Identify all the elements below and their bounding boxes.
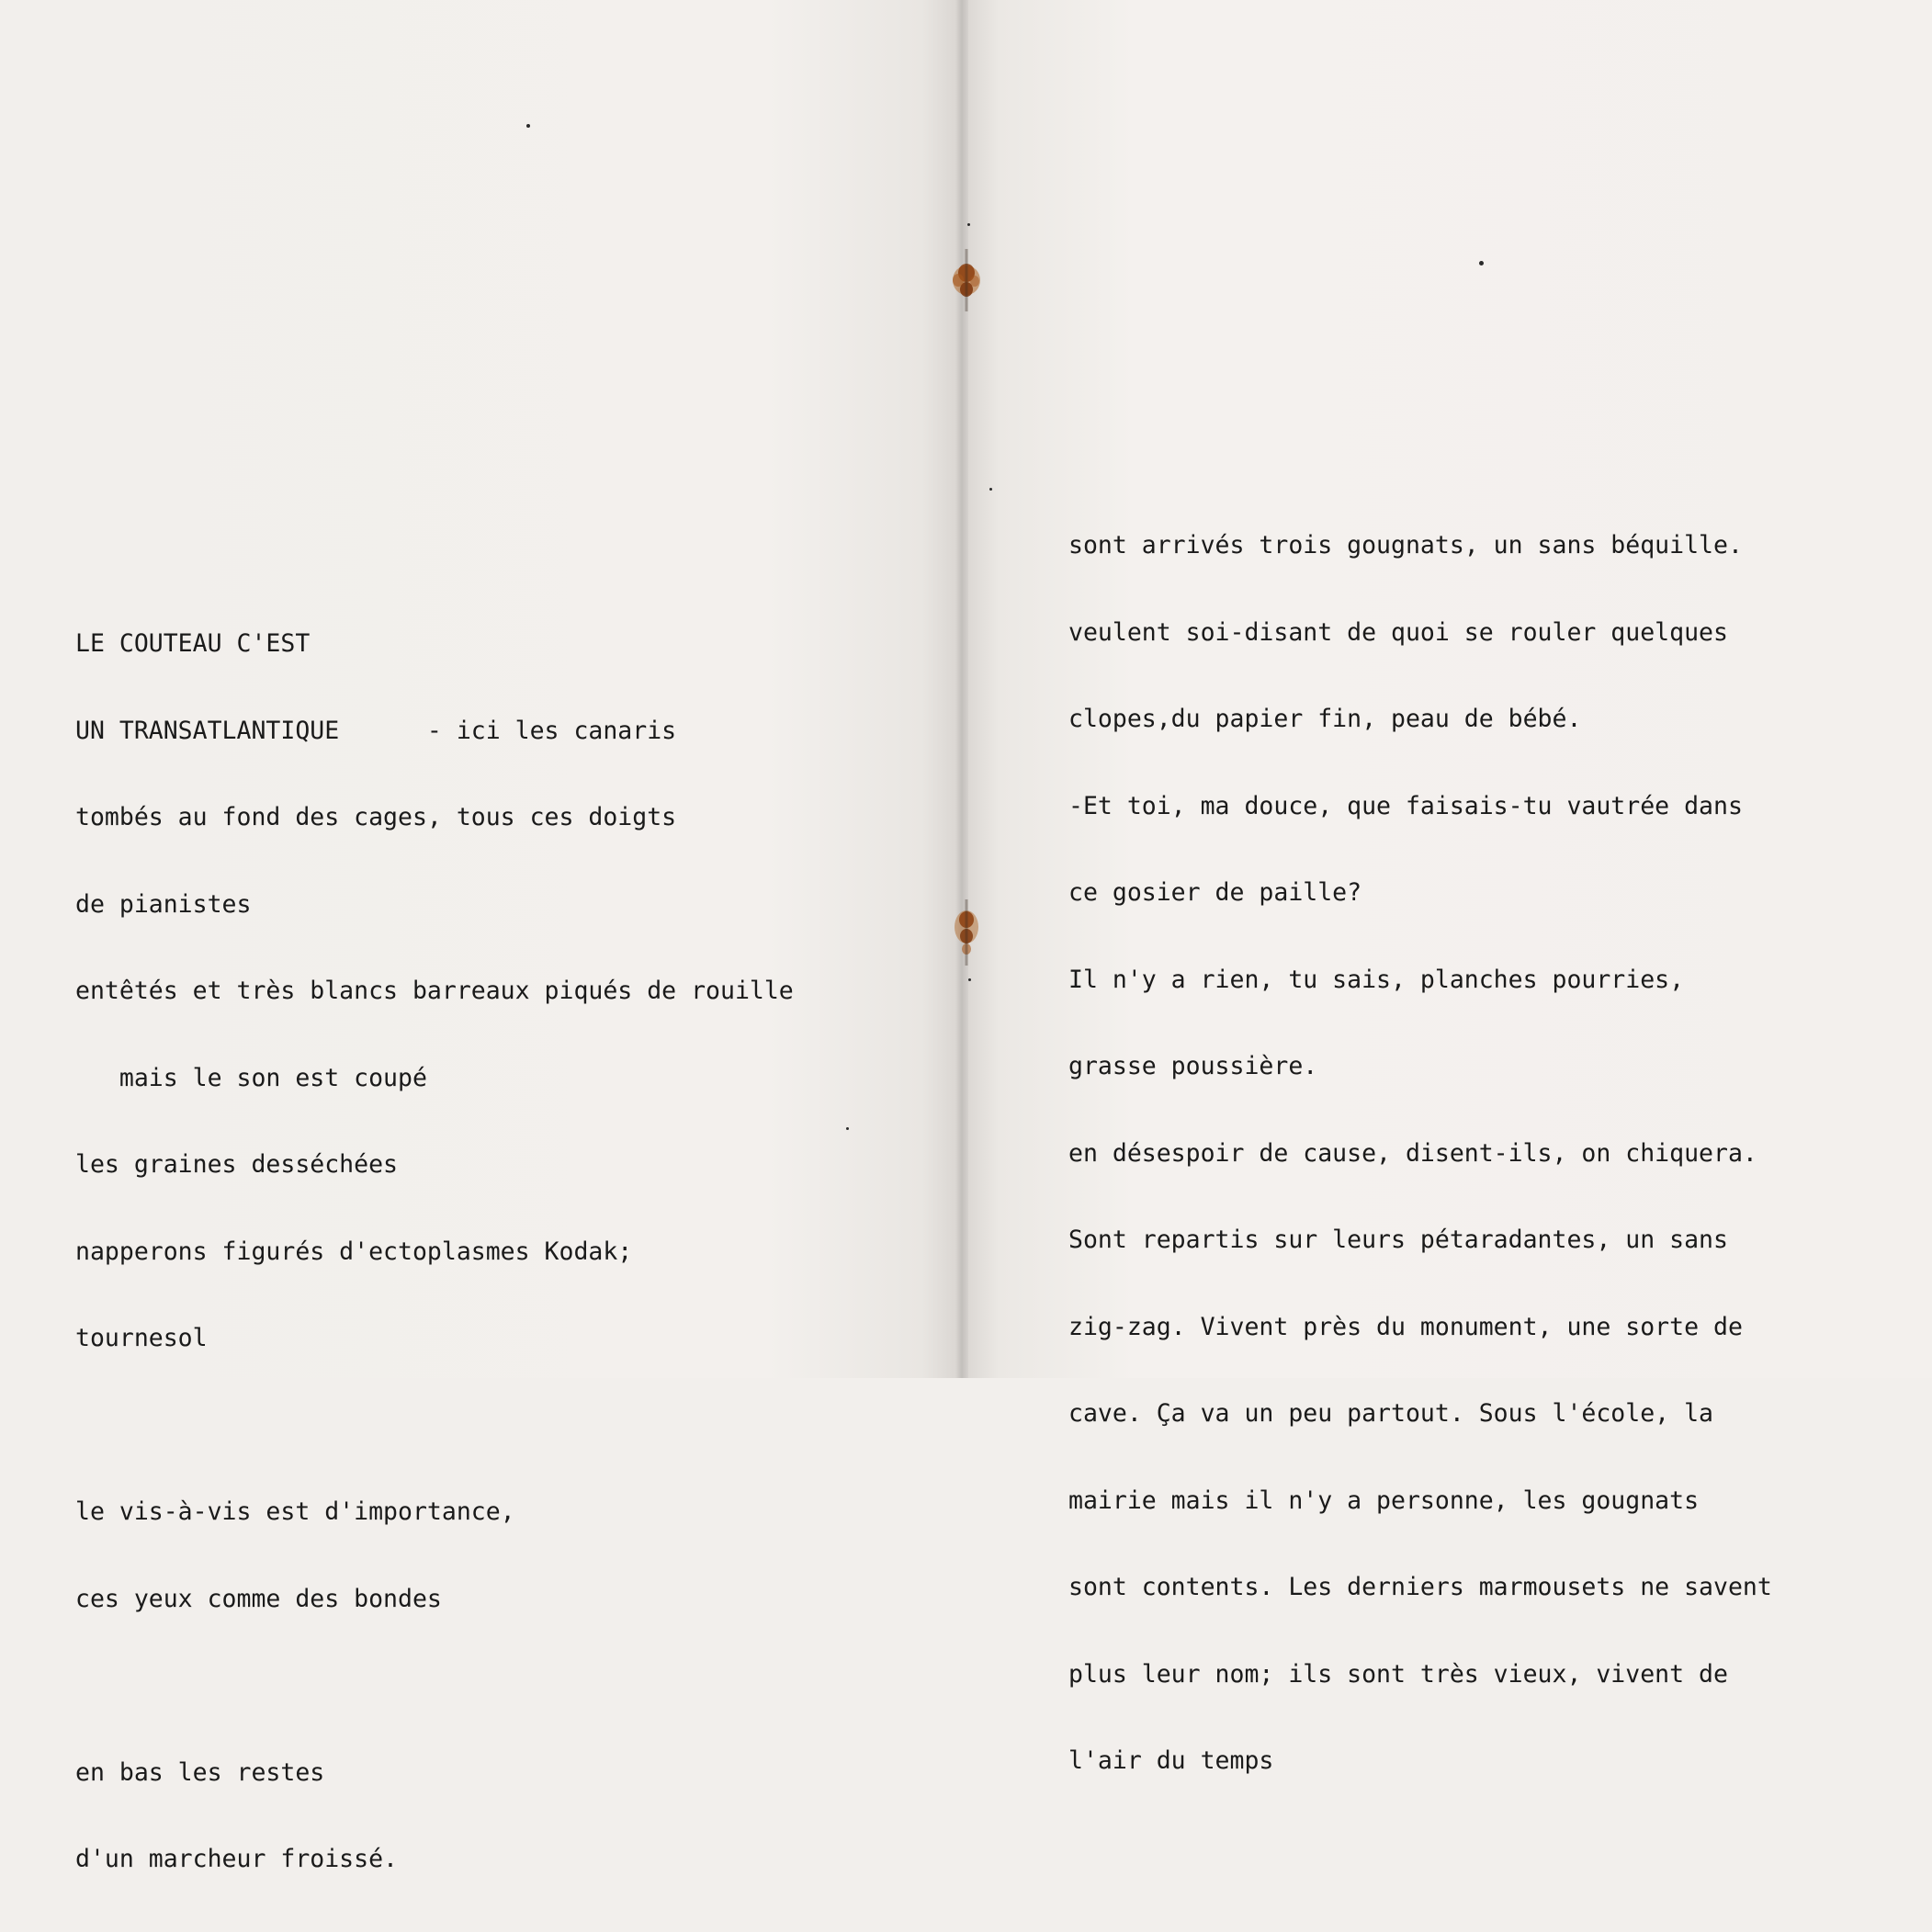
prose-line: grasse poussière. <box>1068 1052 1318 1080</box>
poem-line: LE COUTEAU C'EST <box>75 629 311 658</box>
prose-line: clopes,du papier fin, peau de bébé. <box>1068 705 1582 733</box>
poem-line: en bas les restes <box>75 1757 325 1787</box>
paper-speck <box>967 223 970 226</box>
binding-gutter <box>955 0 968 1378</box>
poem-line: les graines desséchées <box>75 1150 398 1179</box>
poem-line: le vis-à-vis est d'importance, <box>75 1497 515 1526</box>
prose-line: l'air du temps <box>1068 1746 1274 1775</box>
prose-line: cave. Ça va un peu partout. Sous l'école, la <box>1068 1399 1713 1428</box>
right-page-prose <box>1068 473 1772 1834</box>
paper-speck <box>968 978 971 981</box>
stanza-break <box>75 1411 794 1441</box>
prose-line: mairie mais il n'y a personne, les gougnats <box>1068 1486 1700 1515</box>
paper-speck <box>1479 261 1484 266</box>
prose-line: Il n'y a rien, tu sais, planches pourries, <box>1068 965 1685 994</box>
prose-line: en désespoir de cause, disent-ils, on chiquera. <box>1068 1138 1757 1168</box>
left-page <box>0 0 960 1873</box>
prose-line: ce gosier de paille? <box>1068 878 1362 907</box>
left-page-poem <box>75 571 794 1932</box>
paper-speck <box>526 124 530 128</box>
poem-line: tombés au fond des cages, tous ces doigts <box>75 803 677 831</box>
paper-speck <box>846 1127 849 1130</box>
prose-line: sont contents. Les derniers marmousets ne savent <box>1068 1573 1772 1601</box>
right-page <box>960 0 1932 1775</box>
prose-line: zig-zag. Vivent près du monument, une sorte de <box>1068 1312 1743 1341</box>
stanza-break <box>75 1671 794 1700</box>
prose-line: sont arrivés trois gougnats, un sans béquille. <box>1068 531 1743 559</box>
prose-line: veulent soi-disant de quoi se rouler quelques <box>1068 617 1728 647</box>
poem-line: napperons figurés d'ectoplasmes Kodak; <box>75 1237 633 1266</box>
staple-rust-stain-top <box>946 243 987 317</box>
prose-line: -Et toi, ma douce, que faisais-tu vautrée dans <box>1068 791 1743 820</box>
staple-rust-stain-bottom <box>946 896 987 969</box>
paper-speck <box>989 488 992 491</box>
poem-line: UN TRANSATLANTIQUE - ici les canaris <box>75 716 677 745</box>
poem-line: entêtés et très blancs barreaux piqués de rouille <box>75 977 794 1005</box>
poem-line: tournesol <box>75 1324 208 1352</box>
prose-line: Sont repartis sur leurs pétaradantes, un sans <box>1068 1226 1728 1254</box>
poem-line: d'un marcheur froissé. <box>75 1845 398 1873</box>
prose-line: plus leur nom; ils sont très vieux, vivent de <box>1068 1659 1728 1689</box>
poem-line: mais le son est coupé <box>75 1063 427 1092</box>
poem-line: de pianistes <box>75 889 252 919</box>
poem-line: ces yeux comme des bondes <box>75 1584 442 1613</box>
